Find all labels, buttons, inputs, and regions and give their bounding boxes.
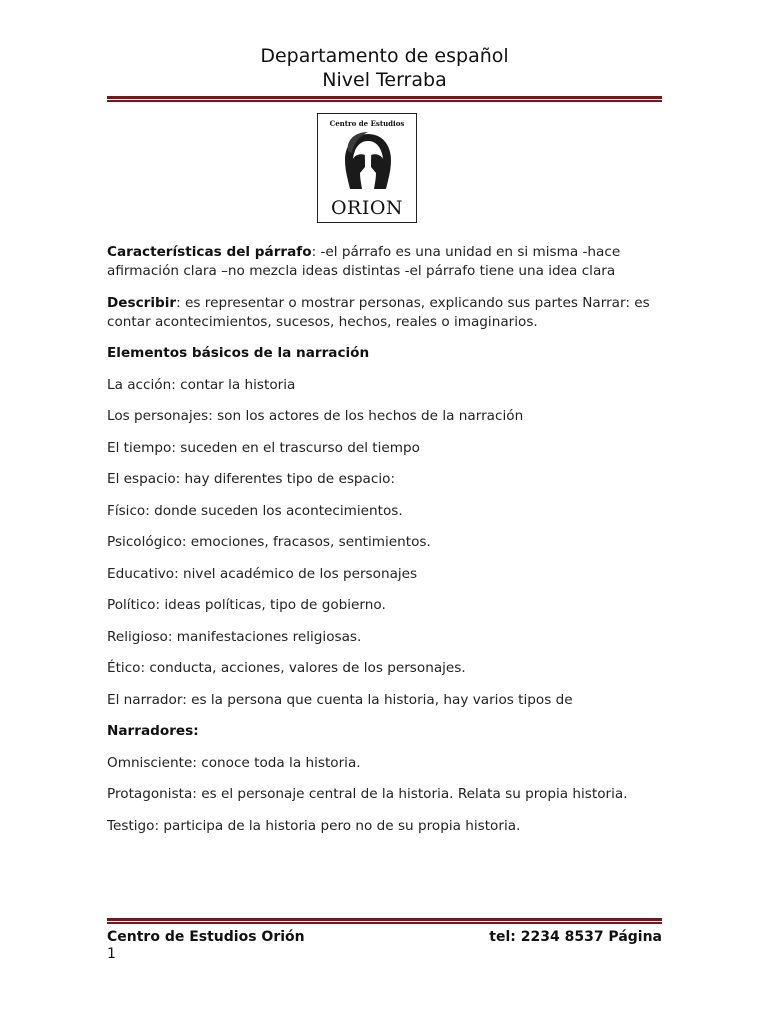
department-title: Departamento de español (260, 45, 509, 67)
paragraph-describe (107, 294, 667, 332)
list-item: Físico: donde suceden los acontecimientos. (107, 502, 403, 519)
level-title: Nivel Terraba (322, 69, 447, 91)
list-item: Omnisciente: conoce toda la historia. (107, 754, 361, 771)
orion-logo (317, 113, 417, 223)
list-item: Educativo: nivel académico de los personajes (107, 565, 418, 582)
list-item: Los personajes: son los actores de los hechos de la narración (107, 408, 524, 424)
logo-top-text: Centro de Estudios (329, 119, 405, 128)
heading-narrators: Narradores: (107, 723, 199, 739)
footer-divider (107, 918, 662, 924)
paragraph-characteristics (107, 243, 667, 281)
list-item: Religioso: manifestaciones religiosas. (107, 628, 362, 645)
page-number: 1 (107, 946, 116, 962)
list-item: El tiempo: suceden en el trascurso del tiempo (107, 439, 420, 456)
list-item: Político: ideas políticas, tipo de gobierno. (107, 597, 386, 613)
spartan-helmet-icon (340, 131, 396, 193)
list-item: Ético: conducta, acciones, valores de los personajes. (107, 660, 466, 676)
list-item: Psicológico: emociones, fracasos, sentimientos. (107, 534, 431, 550)
list-item: Testigo: participa de la historia pero no de su propia historia. (107, 817, 521, 834)
list-item: La acción: contar la historia (107, 376, 296, 393)
text-characteristics: : -el párrafo es una unidad en si misma -hace afirmación clara –no mezcla ideas distintas -el párrafo tiene una idea clara (107, 244, 621, 279)
logo-name: ORION (330, 197, 404, 219)
list-item: El espacio: hay diferentes tipo de espacio: (107, 471, 396, 487)
footer-phone: tel: 2234 8537 Página (489, 929, 662, 945)
term-characteristics: Características del párrafo (107, 244, 312, 260)
document-body (107, 243, 667, 848)
page-header (107, 44, 662, 92)
header-divider (107, 96, 662, 102)
heading-narration-elements: Elementos básicos de la narración (107, 345, 370, 361)
list-item: Protagonista: es el personaje central de la historia. Relata su propia historia. (107, 786, 628, 802)
text-describe: : es representar o mostrar personas, explicando sus partes Narrar: es contar acontecimientos, sucesos, hechos, reales o imaginarios. (107, 294, 650, 330)
list-item: El narrador: es la persona que cuenta la historia, hay varios tipos de (107, 691, 573, 708)
term-describe: Describir (107, 294, 177, 311)
footer-school-name: Centro de Estudios Orión (107, 929, 305, 945)
